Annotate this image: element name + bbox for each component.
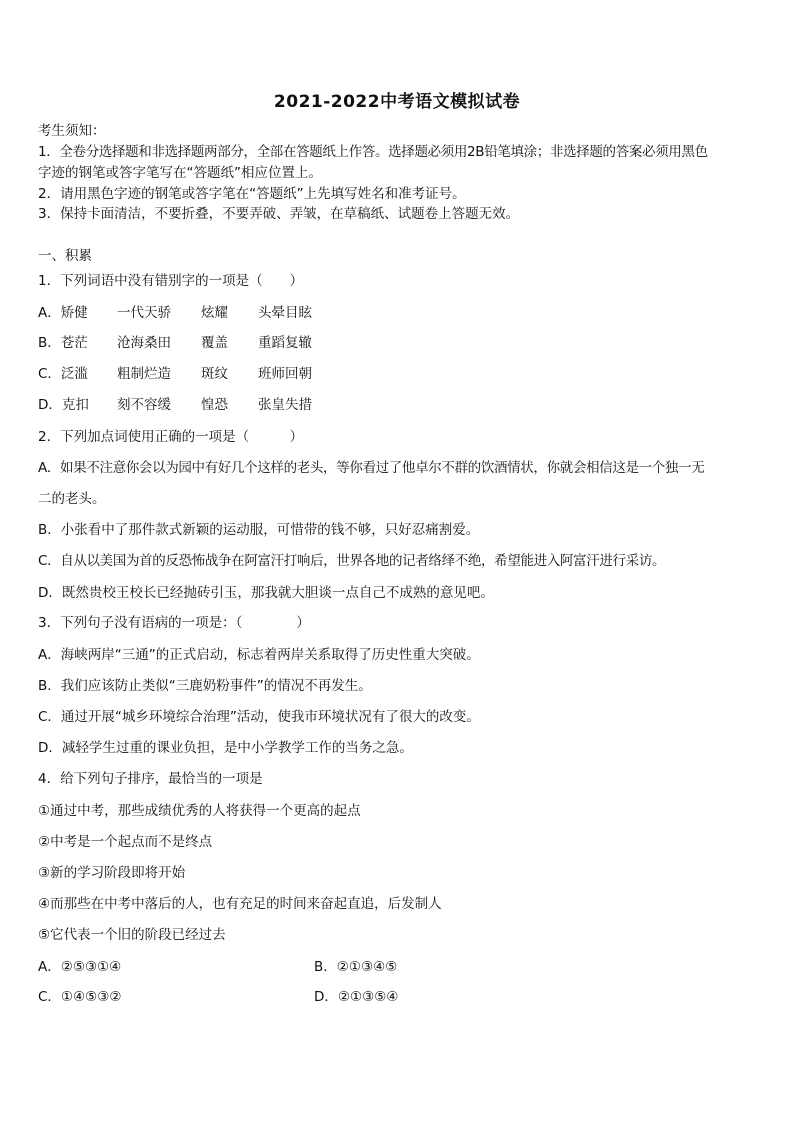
q4-option-b: B．②①③④⑤ (314, 959, 398, 975)
q3-option-a: A．海峡两岸“三通”的正式启动，标志着两岸关系取得了历史性重大突破。 (38, 647, 480, 663)
notice-line-1b: 字迹的钢笔或答字笔写在“答题纸”相应位置上。 (38, 165, 322, 181)
q1-option-d-word3: 惶恐 (201, 397, 228, 413)
notice-line-1a: 1．全卷分选择题和非选择题两部分，全部在答题纸上作答。选择题必须用2B铅笔填涂；非选择题的答案必须用黑色 (38, 144, 708, 160)
q1-option-a-word3: 炫耀 (201, 305, 228, 321)
q1-option-b-word4: 重蹈复辙 (258, 335, 312, 351)
q2-option-c: C．自从以美国为首的反恐怖战争在阿富汗打响后，世界各地的记者络绎不绝，希望能进入阿富汗进行采访。 (38, 553, 666, 569)
q4-sentence-1: ①通过中考，那些成绩优秀的人将获得一个更高的起点 (38, 803, 361, 819)
q1-option-d-word4: 张皇失措 (258, 397, 312, 413)
q3-stem: 3．下列句子没有语病的一项是：（ ） (38, 615, 310, 631)
q4-stem: 4．给下列句子排序，最恰当的一项是 (38, 771, 263, 787)
q1-option-c-word4: 班师回朝 (258, 366, 312, 382)
q1-option-c-label: C．泛滥 (38, 366, 88, 382)
q1-option-b-word2: 沧海桑田 (117, 335, 171, 351)
page-title: 2021-2022中考语文模拟试卷 (273, 92, 521, 112)
notice-line-2: 2．请用黑色字迹的钢笔或答字笔在“答题纸”上先填写姓名和准考证号。 (38, 186, 466, 202)
q4-option-c: C．①④⑤③② (38, 989, 122, 1005)
q1-option-c-word3: 斑纹 (201, 366, 228, 382)
q1-option-b-label: B．苍茫 (38, 335, 88, 351)
q2-option-a-line1: A．如果不注意你会以为园中有好几个这样的老头，等你看过了他卓尔不群的饮酒情状，你就会相信这是一个独一无 (38, 460, 705, 476)
q1-option-c-word2: 粗制烂造 (117, 366, 171, 382)
q2-option-b: B．小张看中了那件款式新颖的运动服，可惜带的钱不够，只好忍痛割爱。 (38, 522, 480, 538)
q4-sentence-5: ⑤它代表一个旧的阶段已经过去 (38, 927, 226, 943)
q1-option-b-word3: 覆盖 (201, 335, 228, 351)
q4-sentence-2: ②中考是一个起点而不是终点 (38, 834, 213, 850)
q1-option-a-word2: 一代天骄 (117, 305, 171, 321)
notice-heading: 考生须知： (38, 123, 106, 139)
q1-option-a-word4: 头晕目眩 (258, 305, 312, 321)
q1-option-d-word2: 刻不容缓 (117, 397, 171, 413)
q2-stem: 2．下列加点词使用正确的一项是（ ） (38, 429, 304, 445)
notice-line-3: 3．保持卡面清洁，不要折叠，不要弄破、弄皱，在草稿纸、试题卷上答题无效。 (38, 206, 520, 222)
section-heading: 一、积累 (38, 248, 92, 264)
q4-sentence-4: ④而那些在中考中落后的人，也有充足的时间来奋起直追，后发制人 (38, 896, 442, 912)
q2-option-d: D．既然贵校王校长已经抛砖引玉，那我就大胆谈一点自己不成熟的意见吧。 (38, 585, 494, 601)
q3-option-b: B．我们应该防止类似“三鹿奶粉事件”的情况不再发生。 (38, 678, 372, 694)
q4-sentence-3: ③新的学习阶段即将开始 (38, 865, 186, 881)
q1-option-a-label: A．矫健 (38, 305, 88, 321)
q4-option-a: A．②⑤③①④ (38, 959, 122, 975)
q1-option-d-label: D．克扣 (38, 397, 89, 413)
q2-option-a-line2: 二的老头。 (38, 491, 106, 507)
q3-option-d: D．减轻学生过重的课业负担，是中小学教学工作的当务之急。 (38, 740, 413, 756)
q4-option-d: D．②①③⑤④ (314, 989, 399, 1005)
q1-stem: 1．下列词语中没有错别字的一项是（ ） (38, 273, 304, 289)
q3-option-c: C．通过开展“城乡环境综合治理”活动，使我市环境状况有了很大的改变。 (38, 709, 480, 725)
